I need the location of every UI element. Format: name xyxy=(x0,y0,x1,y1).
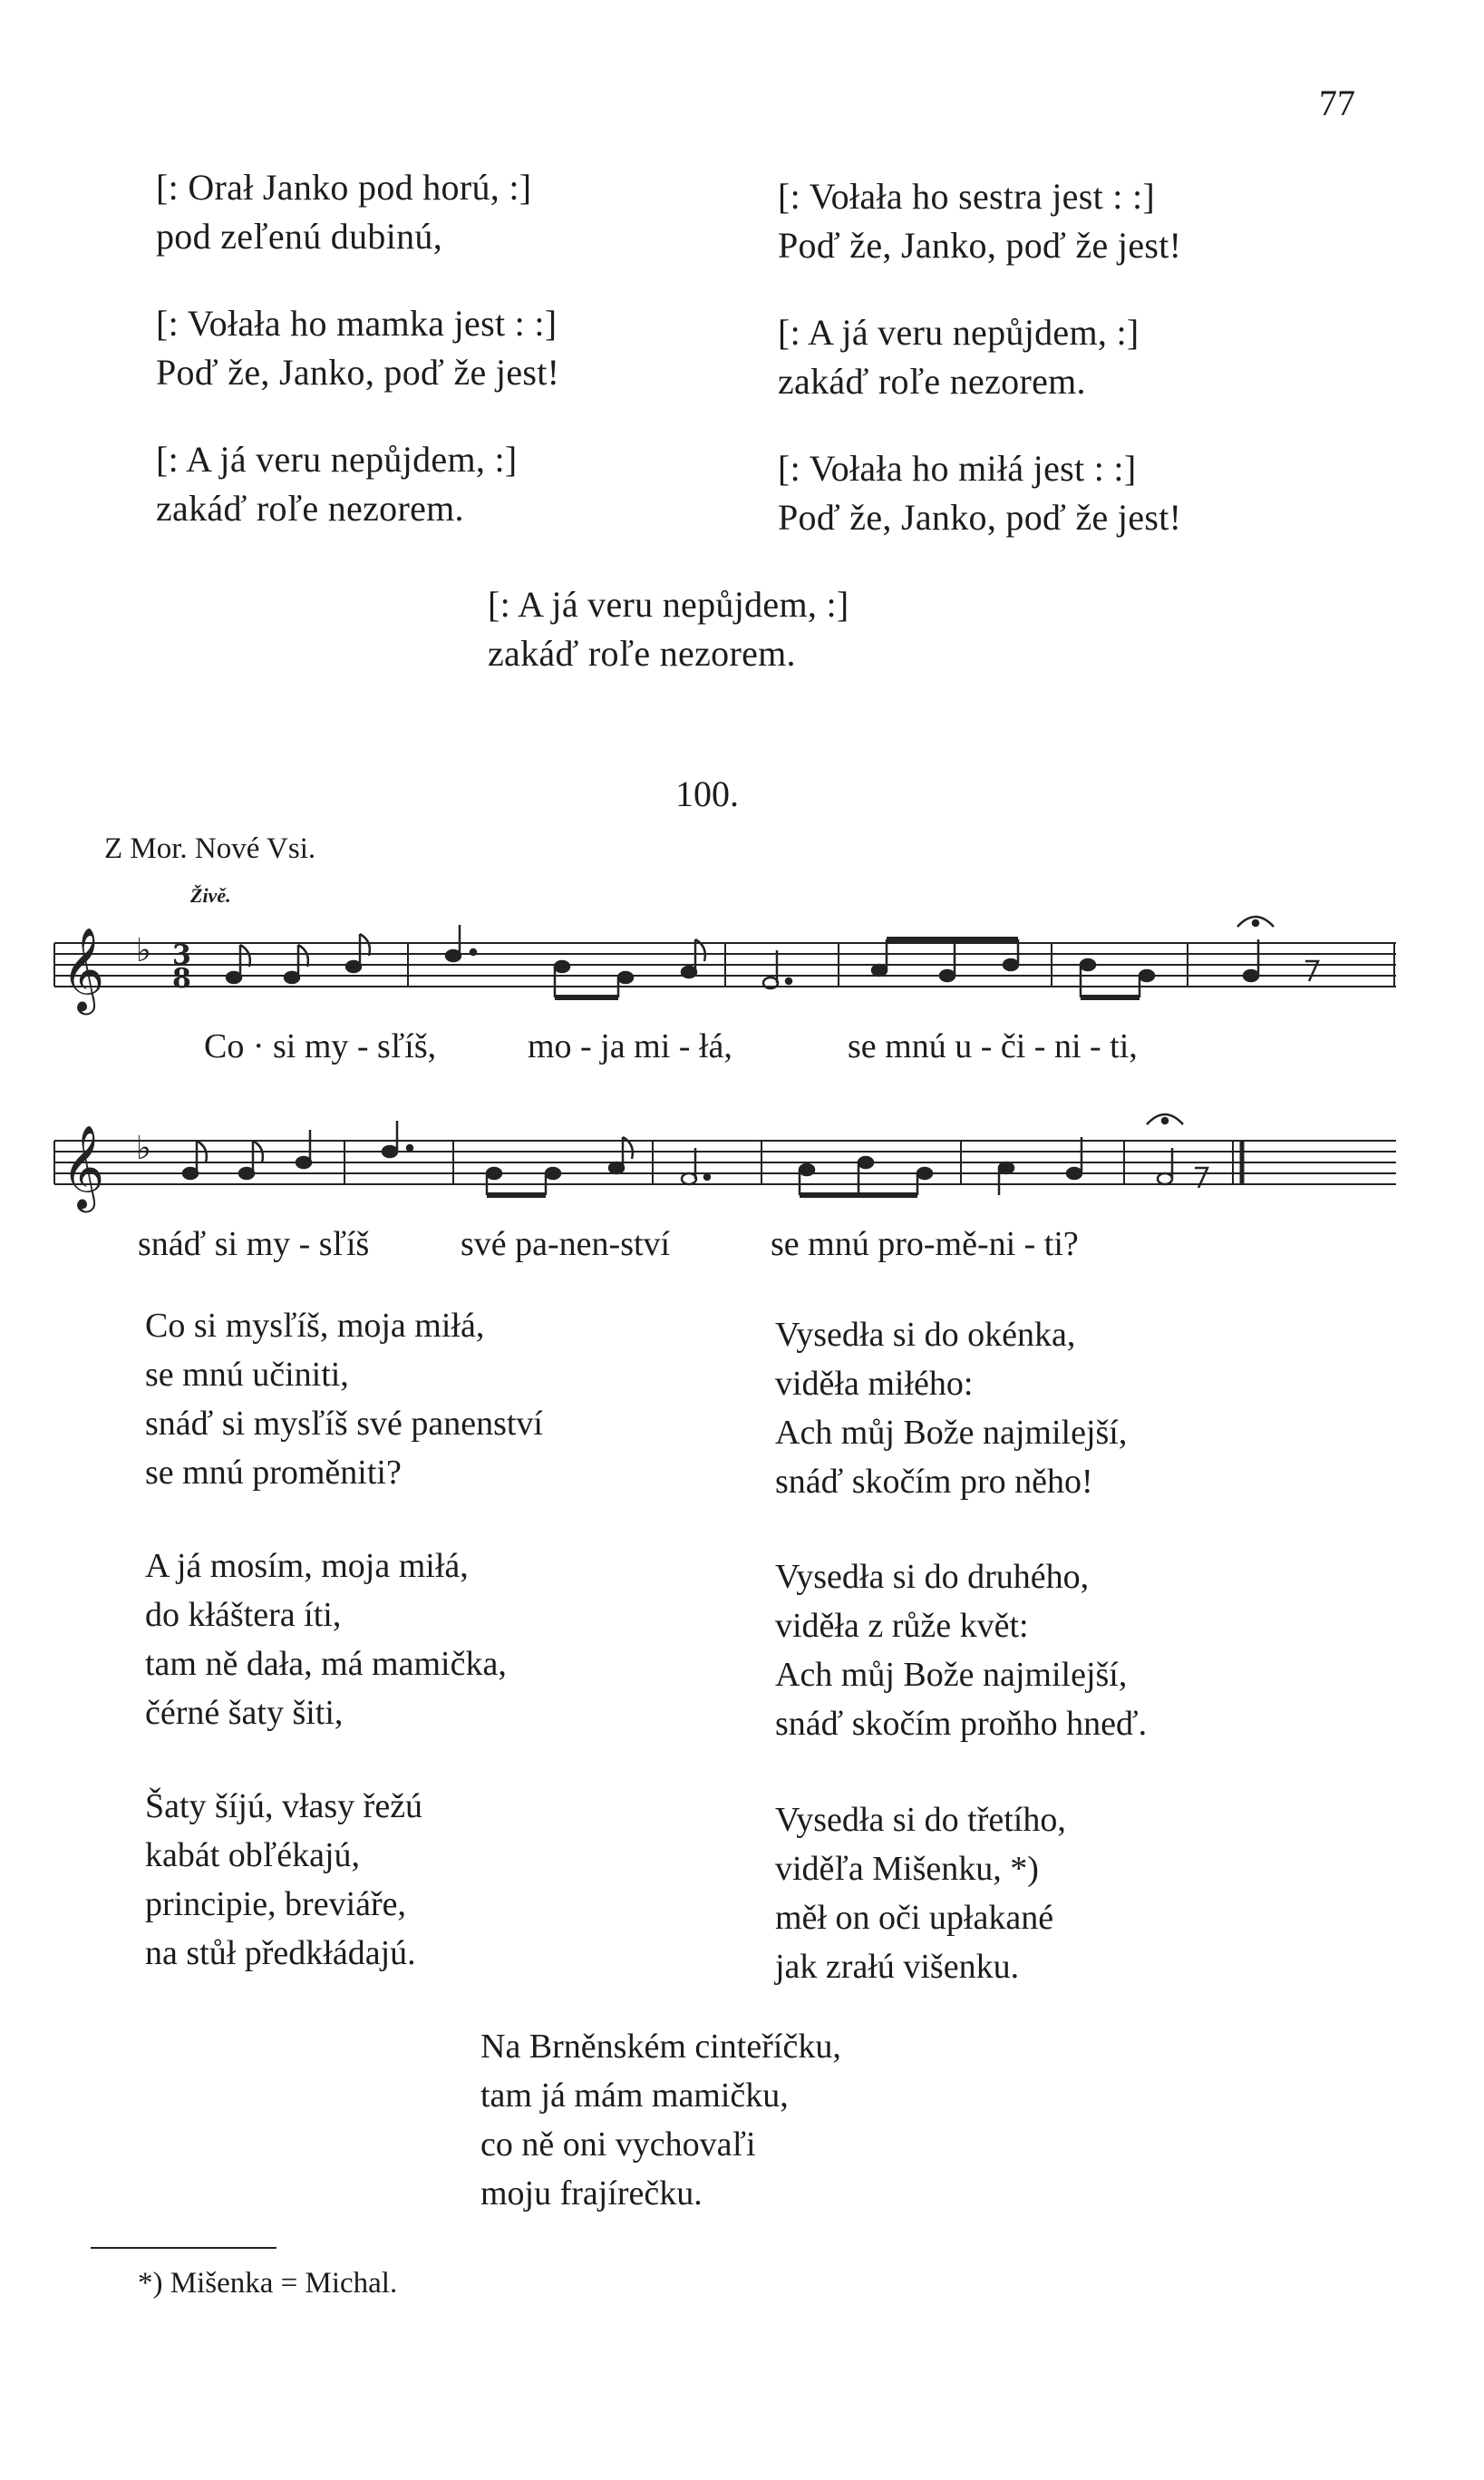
verse-line: Poď že, Janko, poď že jest! xyxy=(778,497,1182,538)
song-number: 100. xyxy=(675,773,739,814)
flat-icon: ♭ xyxy=(136,932,151,969)
flat-icon: ♭ xyxy=(136,1130,151,1167)
verse-line: zakáď roľe nezorem. xyxy=(156,488,464,529)
verse-line: [: A já veru nepůjdem, :] xyxy=(488,584,849,625)
note xyxy=(858,1157,873,1168)
stanza-right-3 xyxy=(775,1795,1066,1991)
footnote: *) Mišenka = Michal. xyxy=(138,2267,398,2300)
verse-line: měł on oči upłakané xyxy=(775,1899,1054,1937)
note xyxy=(383,1146,397,1157)
music-staff-1 xyxy=(54,907,1396,1011)
lyrics-line-1-part-1: Co · si my - sľíš, xyxy=(204,1027,437,1065)
verse-line: co ně oni vychovaľi xyxy=(480,2125,756,2164)
verse-line: [: Vołała ho mamka jest : :] xyxy=(156,303,558,344)
note xyxy=(872,965,887,976)
verse-line: tam já mám mamičku, xyxy=(480,2076,789,2115)
stanza-left-1 xyxy=(145,1301,543,1497)
verse-line: zakáď roľe nezorem. xyxy=(778,361,1086,402)
note xyxy=(618,972,633,983)
verse-line: se mnú učiniti, xyxy=(145,1356,349,1394)
verse-line: Na Brněnském cinteříčku, xyxy=(480,2028,841,2066)
note xyxy=(227,972,241,983)
verse-line: A já mosím, moja miłá, xyxy=(145,1547,469,1585)
note xyxy=(446,950,461,961)
note xyxy=(1004,959,1018,970)
treble-clef-icon: 𝄞 xyxy=(62,1124,105,1209)
verse-line: Co si mysľíš, moja miłá, xyxy=(145,1307,485,1345)
note xyxy=(546,1168,560,1179)
top-stanza-right-2 xyxy=(778,308,1140,406)
verse-line: Poď že, Janko, poď že jest! xyxy=(156,352,560,393)
verse-line: Ach můj Bože najmilejší, xyxy=(775,1656,1128,1694)
verse-line: Vysedła si do třetího, xyxy=(775,1801,1066,1839)
top-stanza-left-3 xyxy=(156,435,518,533)
verse-line: na stůł předkłádajú. xyxy=(145,1934,416,1972)
time-signature-bottom: 8 xyxy=(172,963,191,995)
verse-line: [: Orał Janko pod horú, :] xyxy=(156,167,532,208)
note xyxy=(346,961,361,972)
verse-line: se mnú proměniti? xyxy=(145,1454,402,1492)
footnote-divider xyxy=(91,2247,276,2249)
verse-line: snáď si mysľíš své panenství xyxy=(145,1405,543,1443)
lyrics-line-2-part-3: se mnú pro-mě-ni - ti? xyxy=(771,1225,1079,1263)
verse-line: principie, breviáře, xyxy=(145,1885,407,1923)
verse-line: viděła miłého: xyxy=(775,1365,974,1403)
note xyxy=(183,1168,198,1179)
tempo-marking: Živě. xyxy=(190,884,231,907)
note xyxy=(682,967,696,977)
top-stanza-right-3 xyxy=(778,444,1181,542)
verse-line: moju frajírečku. xyxy=(480,2174,703,2213)
stanza-right-1 xyxy=(775,1310,1127,1506)
stanza-left-3 xyxy=(145,1782,422,1978)
note xyxy=(999,1162,1014,1173)
top-stanza-right-1 xyxy=(778,172,1181,270)
verse-line: jak zrałú višenku. xyxy=(775,1948,1020,1986)
verse-line: Šaty šíjú, vłasy řežú xyxy=(145,1787,423,1825)
verse-line: pod zeľenú dubinú, xyxy=(156,216,443,257)
top-stanza-left-2 xyxy=(156,299,559,397)
note xyxy=(940,970,955,981)
treble-clef-icon: 𝄞 xyxy=(62,927,105,1011)
stanza-final xyxy=(480,2022,841,2218)
stanza-left-2 xyxy=(145,1541,507,1737)
lyrics-line-2-part-1: snáď si my - sľíš xyxy=(138,1225,370,1263)
song-origin: Z Mor. Nové Vsi. xyxy=(104,832,316,865)
note xyxy=(1140,970,1154,981)
verse-line: [: Vołała ho sestra jest : :] xyxy=(778,176,1156,217)
stanza-right-2 xyxy=(775,1552,1147,1748)
music-staff-2 xyxy=(54,1104,1396,1209)
verse-line: zakáď roľe nezorem. xyxy=(488,633,796,674)
verse-line: čérné šaty šiti, xyxy=(145,1694,344,1732)
note xyxy=(296,1157,311,1168)
verse-line: viděľa Mišenku, *) xyxy=(775,1850,1039,1888)
note xyxy=(682,1173,696,1184)
top-stanza-left-1 xyxy=(156,163,531,261)
note xyxy=(487,1168,501,1179)
lyrics-line-2-part-2: své pa-nen-ství xyxy=(461,1225,671,1263)
verse-line: kabát obľékajú, xyxy=(145,1836,361,1874)
verse-line: do kłáštera íti, xyxy=(145,1596,342,1634)
lyrics-line-1-part-2: mo - ja mi - łá, xyxy=(528,1027,732,1065)
top-stanza-center xyxy=(488,580,849,678)
verse-line: snáď skočím pro něho! xyxy=(775,1463,1093,1501)
page-number: 77 xyxy=(1319,83,1355,123)
note xyxy=(917,1168,932,1179)
verse-line: snáď skočím proňho hneď. xyxy=(775,1705,1148,1743)
verse-line: [: A já veru nepůjdem, :] xyxy=(156,439,518,480)
note xyxy=(1158,1173,1172,1184)
time-signature-top: 3 xyxy=(172,939,191,971)
note xyxy=(239,1168,254,1179)
note xyxy=(800,1164,814,1175)
verse-line: viděła z růže květ: xyxy=(775,1607,1029,1645)
verse-line: Vysedła si do okénka, xyxy=(775,1316,1076,1354)
note xyxy=(555,961,569,972)
note xyxy=(285,972,299,983)
verse-line: Vysedła si do druhého, xyxy=(775,1558,1090,1596)
lyrics-line-1-part-3: se mnú u - či - ni - ti, xyxy=(848,1027,1138,1065)
note xyxy=(1067,1168,1081,1179)
verse-line: [: A já veru nepůjdem, :] xyxy=(778,312,1140,353)
verse-line: Poď že, Janko, poď že jest! xyxy=(778,225,1182,266)
verse-line: tam ně dała, má mamička, xyxy=(145,1645,507,1683)
verse-line: Ach můj Bože najmilejší, xyxy=(775,1414,1128,1452)
verse-line: [: Vołała ho miłá jest : :] xyxy=(778,448,1137,489)
note xyxy=(1081,959,1095,970)
note xyxy=(1244,970,1258,981)
note xyxy=(609,1162,624,1173)
